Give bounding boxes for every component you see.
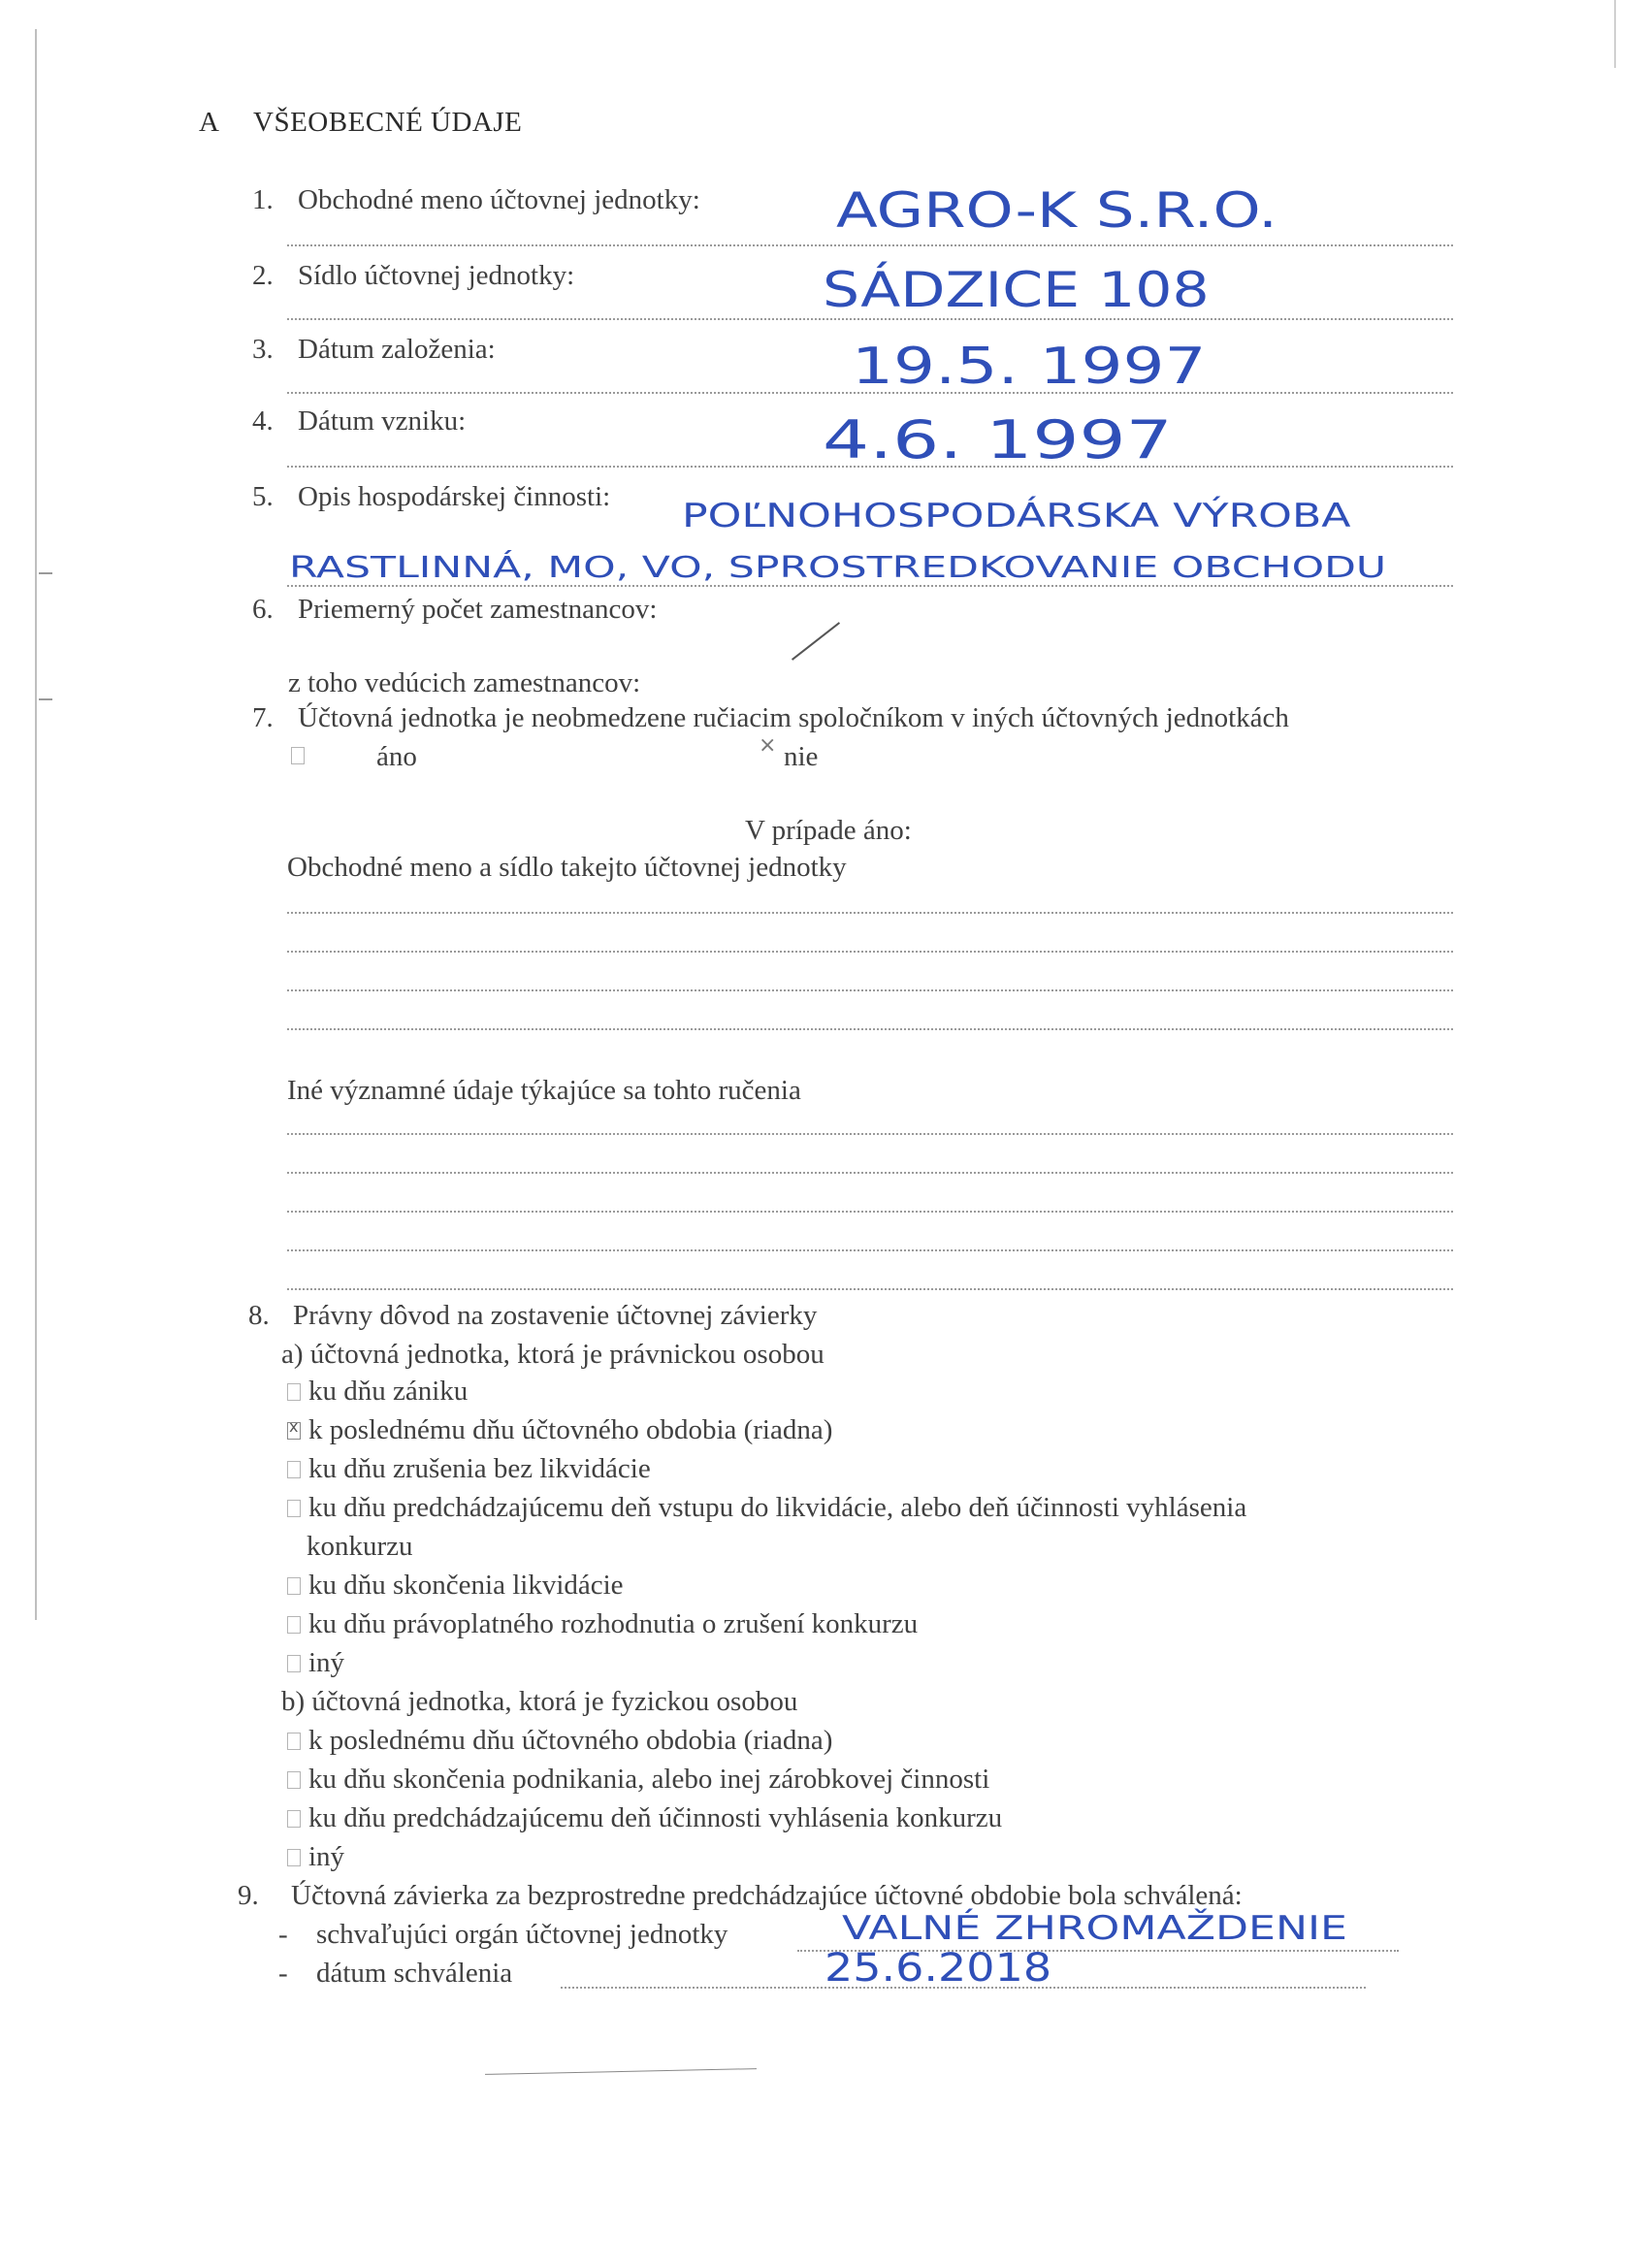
item-9-number: 9. xyxy=(238,1880,259,1911)
dash-bullet: - xyxy=(278,1958,288,1989)
legal-person-label: a) účtovná jednotka, ktorá je právnickou osobou xyxy=(281,1339,824,1370)
if-yes-label: V prípade áno: xyxy=(745,815,912,846)
option-a-label-continued: konkurzu xyxy=(307,1531,413,1562)
item-4-label: Dátum vzniku: xyxy=(298,405,467,437)
fill-line xyxy=(287,1172,1453,1174)
fill-line xyxy=(287,318,1453,320)
approval-date-label: dátum schválenia xyxy=(316,1958,513,1989)
fill-line xyxy=(287,1288,1453,1290)
founding-date-value: 19.5. 1997 xyxy=(852,338,1207,396)
checkbox-a-0[interactable] xyxy=(287,1383,301,1401)
item-2-label: Sídlo účtovnej jednotky: xyxy=(298,260,575,291)
name-seat-label: Obchodné meno a sídlo takejto účtovnej jednotky xyxy=(287,852,847,883)
option-b-label: ku dňu skončenia podnikania, alebo inej zárobkovej činnosti xyxy=(308,1764,990,1795)
checkbox-b-3[interactable] xyxy=(287,1849,301,1866)
option-b-label: iný xyxy=(308,1841,345,1872)
section-heading xyxy=(199,107,522,139)
item-1-label: Obchodné meno účtovnej jednotky: xyxy=(298,184,700,215)
fill-line xyxy=(287,1133,1453,1135)
item-8-number: 8. xyxy=(248,1300,270,1331)
empty-value-dash xyxy=(792,622,840,661)
registered-seat-value: SÁDZICE 108 xyxy=(823,262,1210,318)
fill-line xyxy=(287,585,1453,587)
option-b-label: ku dňu predchádzajúcemu deň účinnosti vyhlásenia konkurzu xyxy=(308,1802,1003,1833)
item-6-number: 6. xyxy=(252,594,274,625)
option-a-label: k poslednému dňu účtovného obdobia (riadna) xyxy=(308,1414,833,1445)
option-ano-label: áno xyxy=(376,741,417,772)
option-a-label: ku dňu právoplatného rozhodnutia o zrušení konkurzu xyxy=(308,1608,919,1639)
checkbox-nie-mark[interactable]: × xyxy=(759,733,777,758)
scan-mark xyxy=(39,698,52,700)
scan-edge xyxy=(1614,0,1616,68)
option-a-label: ku dňu predchádzajúcemu deň vstupu do likvidácie, alebo deň účinnosti vyhlásenia xyxy=(308,1492,1247,1523)
fill-line xyxy=(287,244,1453,246)
checkbox-b-2[interactable] xyxy=(287,1810,301,1828)
approver-label: schvaľujúci orgán účtovnej jednotky xyxy=(316,1919,728,1950)
checkbox-a-2[interactable] xyxy=(287,1461,301,1478)
checkbox-a-4[interactable] xyxy=(287,1577,301,1595)
item-7-label: Účtovná jednotka je neobmedzene ručiacim spoločníkom v iných účtovných jednotkách xyxy=(298,702,1289,733)
business-activity-value-line1: POĽNOHOSPODÁRSKA VÝROBA xyxy=(682,497,1351,535)
business-activity-value-line2: RASTLINNÁ, MO, VO, SPROSTREDKOVANIE OBCHODU xyxy=(289,551,1387,585)
option-b-label: k poslednému dňu účtovného obdobia (riadna) xyxy=(308,1725,833,1756)
checkbox-b-1[interactable] xyxy=(287,1771,301,1789)
creation-date-value: 4.6. 1997 xyxy=(823,409,1173,470)
section-title: VŠEOBECNÉ ÚDAJE xyxy=(253,107,523,138)
fill-line xyxy=(287,1211,1453,1213)
item-3-label: Dátum založenia: xyxy=(298,334,496,365)
scan-edge xyxy=(35,29,37,1620)
checkbox-a-5[interactable] xyxy=(287,1616,301,1634)
item-7-number: 7. xyxy=(252,702,274,733)
fill-line xyxy=(287,1249,1453,1251)
item-2-number: 2. xyxy=(252,260,274,291)
company-name-value: AGRO-K S.R.O. xyxy=(836,182,1277,239)
signature-line xyxy=(485,2068,757,2075)
item-1-number: 1. xyxy=(252,184,274,215)
item-9-label: Účtovná závierka za bezprostredne predchádzajúce účtovné obdobie bola schválená: xyxy=(291,1880,1243,1911)
natural-person-label: b) účtovná jednotka, ktorá je fyzickou osobou xyxy=(281,1686,798,1717)
item-5-number: 5. xyxy=(252,481,274,512)
checkbox-a-6[interactable] xyxy=(287,1655,301,1672)
fill-line xyxy=(287,951,1453,953)
section-letter: A xyxy=(199,107,220,138)
other-info-label: Iné významné údaje týkajúce sa tohto ručenia xyxy=(287,1075,801,1106)
checkbox-ano[interactable] xyxy=(291,747,305,764)
fill-line xyxy=(287,912,1453,914)
item-3-number: 3. xyxy=(252,334,274,365)
approving-body-value: VALNÉ ZHROMAŽDENIE xyxy=(842,1909,1347,1948)
scan-mark xyxy=(39,572,52,574)
fill-line xyxy=(287,989,1453,991)
dash-bullet: - xyxy=(278,1919,288,1950)
item-8-label: Právny dôvod na zostavenie účtovnej závierky xyxy=(293,1300,818,1331)
option-a-label: iný xyxy=(308,1647,345,1678)
item-6-sublabel: z toho vedúcich zamestnancov: xyxy=(288,667,641,698)
option-a-label: ku dňu zániku xyxy=(308,1376,469,1407)
approval-date-value: 25.6.2018 xyxy=(824,1946,1052,1991)
checkbox-a-1[interactable] xyxy=(287,1422,301,1440)
checkbox-b-0[interactable] xyxy=(287,1733,301,1750)
option-nie-label: nie xyxy=(784,741,819,772)
item-6-label: Priemerný počet zamestnancov: xyxy=(298,594,658,625)
item-4-number: 4. xyxy=(252,405,274,437)
option-a-label: ku dňu zrušenia bez likvidácie xyxy=(308,1453,651,1484)
fill-line xyxy=(287,1028,1453,1030)
item-5-label: Opis hospodárskej činnosti: xyxy=(298,481,611,512)
option-a-label: ku dňu skončenia likvidácie xyxy=(308,1570,624,1601)
checkbox-a-3[interactable] xyxy=(287,1500,301,1517)
